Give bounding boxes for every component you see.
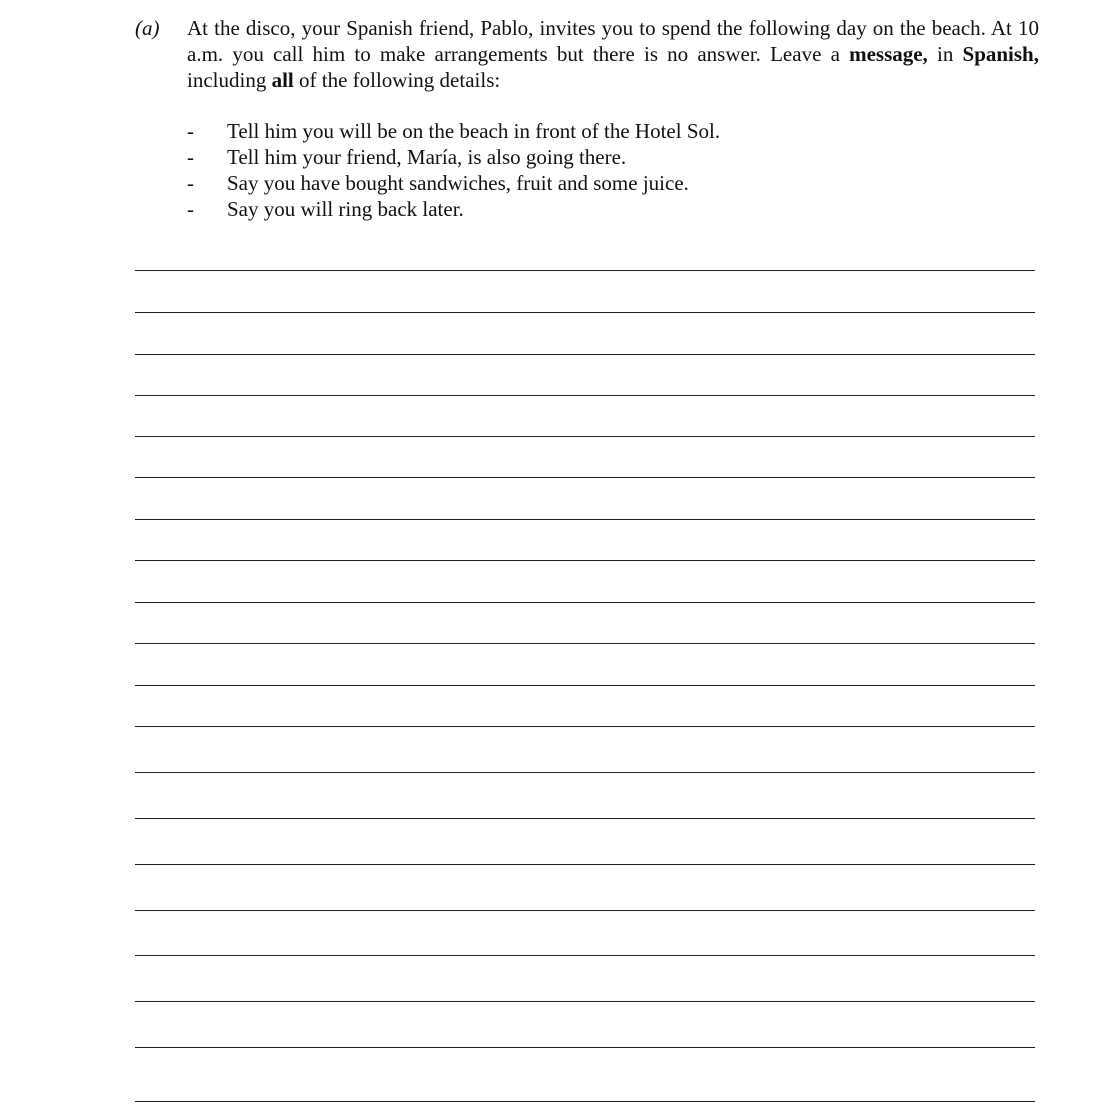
question-label: (a) (135, 16, 160, 40)
instruction-text-3: including (187, 68, 272, 92)
answer-line[interactable] (135, 955, 1035, 956)
detail-text: Tell him you will be on the beach in front of the Hotel Sol. (227, 119, 721, 143)
answer-line[interactable] (135, 685, 1035, 686)
bullet-dash: - (187, 171, 194, 195)
instruction-text-2: in (927, 42, 963, 66)
answer-line[interactable] (135, 560, 1035, 561)
answer-line[interactable] (135, 1047, 1035, 1048)
instruction-text-4: of the following details: (293, 68, 501, 92)
answer-line[interactable] (135, 312, 1035, 313)
answer-line[interactable] (135, 602, 1035, 603)
answer-line[interactable] (135, 270, 1035, 271)
answer-line[interactable] (135, 354, 1035, 355)
detail-text: Say you will ring back later. (227, 197, 464, 221)
answer-line[interactable] (135, 772, 1035, 773)
emphasis-message: message, (849, 42, 928, 66)
detail-text: Tell him your friend, María, is also going there. (227, 145, 627, 169)
answer-line[interactable] (135, 477, 1035, 478)
bullet-dash: - (187, 197, 194, 221)
answer-line[interactable] (135, 643, 1035, 644)
bullet-dash: - (187, 145, 194, 169)
answer-line[interactable] (135, 818, 1035, 819)
detail-text: Say you have bought sandwiches, fruit and some juice. (227, 171, 689, 195)
bullet-dash: - (187, 119, 194, 143)
answer-area[interactable] (135, 0, 1035, 1111)
answer-line[interactable] (135, 519, 1035, 520)
answer-line[interactable] (135, 910, 1035, 911)
emphasis-spanish: Spanish, (962, 42, 1039, 66)
instruction-text-1: At the disco, your Spanish friend, Pablo, invites you to spend the following day on the beach. At 10 a.m. you call him to make arrangements but there is no answer. Leave a (187, 16, 1039, 66)
answer-line[interactable] (135, 395, 1035, 396)
answer-line[interactable] (135, 436, 1035, 437)
answer-line[interactable] (135, 726, 1035, 727)
answer-line[interactable] (135, 1001, 1035, 1002)
emphasis-all: all (271, 68, 294, 92)
answer-line[interactable] (135, 1101, 1035, 1102)
answer-line[interactable] (135, 864, 1035, 865)
